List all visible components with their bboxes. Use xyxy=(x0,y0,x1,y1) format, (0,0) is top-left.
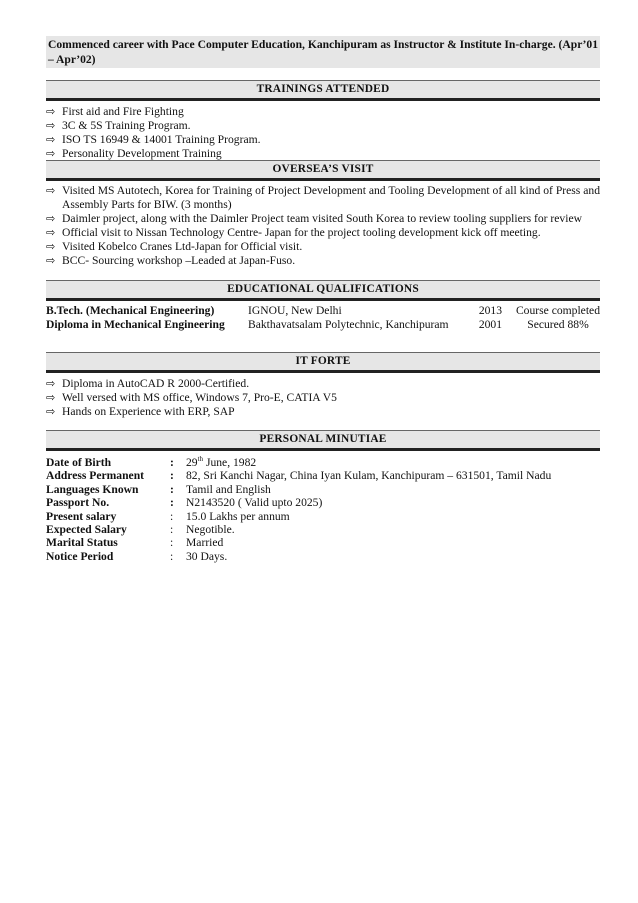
education-heading: EDUCATIONAL QUALIFICATIONS xyxy=(46,280,600,298)
personal-heading: PERSONAL MINUTIAE xyxy=(46,430,600,448)
table-row xyxy=(46,550,551,563)
separator-colon: : xyxy=(170,509,174,523)
arrow-right-icon: ⇨ xyxy=(46,105,56,118)
address-label: Address Permanent xyxy=(46,469,145,483)
marital-status-label: Marital Status xyxy=(46,536,118,550)
table-row xyxy=(46,536,551,549)
institute-cell: IGNOU, New Delhi xyxy=(248,304,342,317)
it-forte-heading: IT FORTE xyxy=(46,352,600,370)
resume-page xyxy=(46,0,600,563)
list-item: ⇨ Daimler project, along with the Daimler Project team visited South Korea to review tooling suppliers for review xyxy=(46,212,582,225)
expected-salary-value: Negotible. xyxy=(186,523,235,537)
year-cell: 2001 xyxy=(478,318,502,331)
notice-period-label: Notice Period xyxy=(46,549,114,563)
separator-colon: : xyxy=(170,482,174,496)
arrow-right-icon: ⇨ xyxy=(46,377,56,390)
separator-colon: : xyxy=(170,496,174,510)
list-item: ⇨ Visited Kobelco Cranes Ltd-Japan for Official visit. xyxy=(46,240,303,253)
table-row xyxy=(46,496,551,509)
separator-colon: : xyxy=(170,549,174,563)
degree-cell: B.Tech. (Mechanical Engineering) xyxy=(46,304,215,317)
table-row xyxy=(46,510,551,523)
trainings-list xyxy=(46,105,600,161)
arrow-right-icon: ⇨ xyxy=(46,212,56,225)
list-item: ⇨ 3C & 5S Training Program. xyxy=(46,119,191,132)
arrow-right-icon: ⇨ xyxy=(46,147,56,160)
marital-status-value: Married xyxy=(186,536,224,550)
dob-value: 29th June, 1982 xyxy=(186,455,257,469)
separator-colon: : xyxy=(170,469,174,483)
list-item: ⇨ Diploma in AutoCAD R 2000-Certified. xyxy=(46,377,250,390)
separator-colon: : xyxy=(170,523,174,537)
languages-value: Tamil and English xyxy=(186,482,271,496)
arrow-right-icon: ⇨ xyxy=(46,240,56,253)
list-item: ⇨ Official visit to Nissan Technology Centre- Japan for the project tooling development kick off meeting. xyxy=(46,226,541,239)
list-item: ⇨ Visited MS Autotech, Korea for Training of Project Development and Tooling Development of all kind of Press and Assembly Parts for BIW. (3 months) xyxy=(46,184,600,211)
career-start-line: Commenced career with Pace Computer Education, Kanchipuram as Instructor & Institute In-charge. (Apr’01 – Apr’02) xyxy=(48,38,599,66)
table-row xyxy=(46,304,600,318)
list-item: ⇨ First aid and Fire Fighting xyxy=(46,105,184,118)
education-table xyxy=(46,304,600,332)
table-row xyxy=(46,318,600,332)
list-item: ⇨ Well versed with MS office, Windows 7, Pro-E, CATIA V5 xyxy=(46,391,337,404)
arrow-right-icon: ⇨ xyxy=(46,226,56,239)
expected-salary-label: Expected Salary xyxy=(46,523,127,537)
overseas-visit-list xyxy=(46,184,600,268)
list-item: ⇨ BCC- Sourcing workshop –Leaded at Japan-Fuso. xyxy=(46,254,296,267)
degree-cell: Diploma in Mechanical Engineering xyxy=(46,318,225,331)
salary-value: 15.0 Lakhs per annum xyxy=(186,509,290,523)
list-item: ⇨ Personality Development Training xyxy=(46,147,222,160)
status-cell: Secured 88% xyxy=(527,318,589,331)
arrow-right-icon: ⇨ xyxy=(46,133,56,146)
overseas-visit-heading: OVERSEA’S VISIT xyxy=(46,160,600,178)
year-cell: 2013 xyxy=(478,304,502,317)
arrow-right-icon: ⇨ xyxy=(46,391,56,404)
table-row xyxy=(46,523,551,536)
notice-period-value: 30 Days. xyxy=(186,549,228,563)
status-cell: Course completed xyxy=(515,304,600,317)
table-row xyxy=(46,469,551,482)
arrow-right-icon: ⇨ xyxy=(46,184,56,197)
dob-label: Date of Birth xyxy=(46,456,112,469)
passport-value: N2143520 ( Valid upto 2025) xyxy=(186,496,323,510)
list-item: ⇨ ISO TS 16949 & 14001 Training Program. xyxy=(46,133,261,146)
languages-label: Languages Known xyxy=(46,482,139,496)
address-value: 82, Sri Kanchi Nagar, China Iyan Kulam, Kanchipuram – 631501, Tamil Nadu xyxy=(186,469,552,483)
arrow-right-icon: ⇨ xyxy=(46,405,56,418)
it-forte-list xyxy=(46,377,600,419)
separator-colon: : xyxy=(170,456,174,469)
institute-cell: Bakthavatsalam Polytechnic, Kanchipuram xyxy=(248,318,449,331)
table-row xyxy=(46,456,551,469)
list-item: ⇨ Hands on Experience with ERP, SAP xyxy=(46,405,235,418)
separator-colon: : xyxy=(170,536,174,550)
table-row xyxy=(46,483,551,496)
personal-details-table xyxy=(46,456,551,563)
passport-label: Passport No. xyxy=(46,496,110,510)
trainings-heading: TRAININGS ATTENDED xyxy=(46,80,600,98)
salary-label: Present salary xyxy=(46,509,117,523)
arrow-right-icon: ⇨ xyxy=(46,119,56,132)
arrow-right-icon: ⇨ xyxy=(46,254,56,267)
